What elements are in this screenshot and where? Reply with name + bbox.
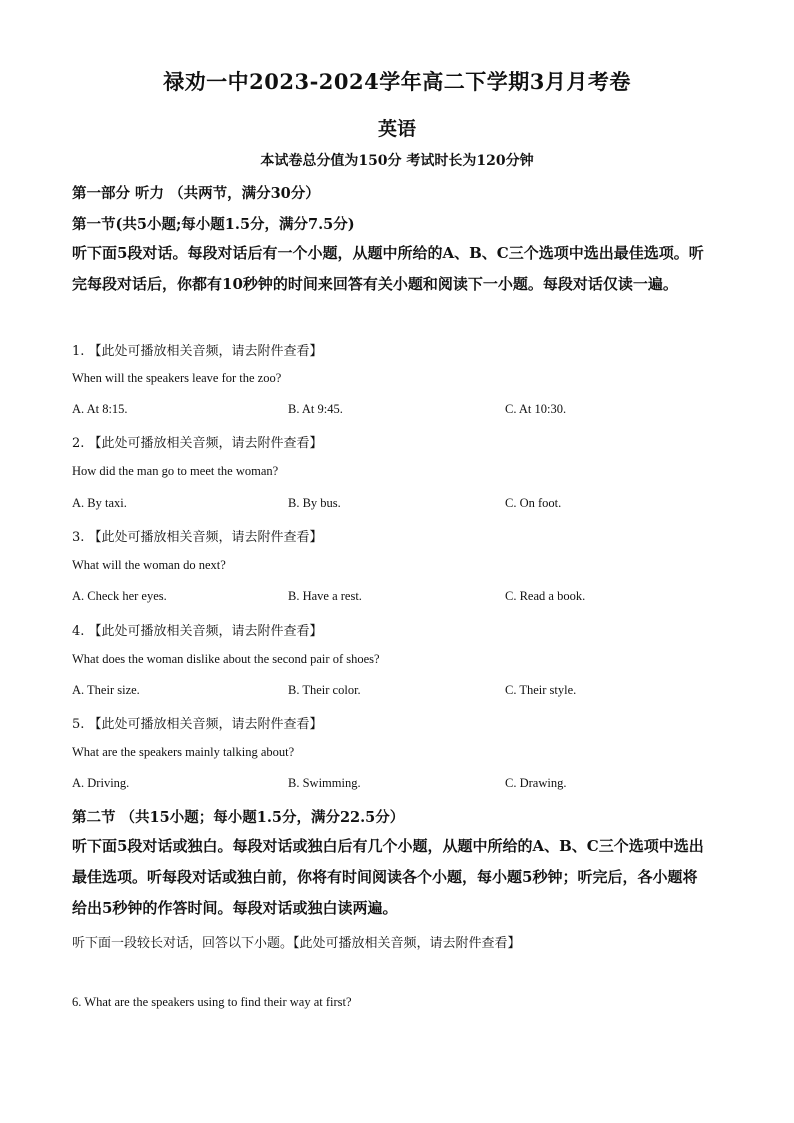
question-3-audio-note: 3. 【此处可播放相关音频，请去附件查看】 <box>72 530 323 545</box>
question-1-text: When will the speakers leave for the zoo? <box>72 371 282 385</box>
section2-audio-note: 听下面一段较长对话，回答以下小题。【此处可播放相关音频，请去附件查看】 <box>72 936 521 951</box>
question-1-option-a: A. At 8:15. <box>72 402 128 416</box>
question-3-text: What will the woman do next? <box>72 558 226 572</box>
question-5-option-b: B. Swimming. <box>288 776 361 790</box>
exam-subject: 英语 <box>377 118 416 140</box>
section2-heading: 第二节 （共15小题；每小题1.5分，满分22.5分） <box>72 809 405 826</box>
question-4-option-c: C. Their style. <box>505 683 577 697</box>
section1-heading: 第一节(共5小题;每小题1.5分，满分7.5分) <box>72 216 355 233</box>
exam-meta: 本试卷总分值为150分 考试时长为120分钟 <box>260 153 534 169</box>
question-2-option-b: B. By bus. <box>288 496 341 510</box>
question-1-audio-note: 1. 【此处可播放相关音频，请去附件查看】 <box>72 344 323 359</box>
question-2-option-c: C. On foot. <box>505 496 562 510</box>
question-3-option-b: B. Have a rest. <box>288 589 362 603</box>
question-5-text: What are the speakers mainly talking about? <box>72 745 295 759</box>
question-3-option-a: A. Check her eyes. <box>72 589 167 603</box>
question-2-audio-note: 2. 【此处可播放相关音频，请去附件查看】 <box>72 436 323 451</box>
question-6-text: 6. What are the speakers using to find their way at first? <box>72 995 352 1009</box>
question-5-option-c: C. Drawing. <box>505 776 567 790</box>
question-3-option-c: C. Read a book. <box>505 589 586 603</box>
question-4-option-a: A. Their size. <box>72 683 140 697</box>
question-2-text: How did the man go to meet the woman? <box>72 464 279 478</box>
section2-instructions: 听下面5段对话或独白。每段对话或独白后有几个小题，从题中所给的A、B、C三个选项中选出最佳选项。听每段对话或独白前，你将有时间阅读各个小题，每小题5秒钟；听完后，各小题将给出5秒钟的作答时间。每段对话或独白读两遍。 <box>72 837 704 917</box>
question-1-option-c: C. At 10:30. <box>505 402 567 416</box>
question-5-option-a: A. Driving. <box>72 776 130 790</box>
question-4-text: What does the woman dislike about the second pair of shoes? <box>72 652 380 666</box>
exam-title: 禄劝一中2023-2024学年高二下学期3月月考卷 <box>163 69 631 94</box>
question-4-audio-note: 4. 【此处可播放相关音频，请去附件查看】 <box>72 624 323 639</box>
question-2-option-a: A. By taxi. <box>72 496 127 510</box>
question-1-option-b: B. At 9:45. <box>288 402 343 416</box>
question-4-option-b: B. Their color. <box>288 683 361 697</box>
part1-heading: 第一部分 听力 （共两节，满分30分） <box>72 185 320 202</box>
question-5-audio-note: 5. 【此处可播放相关音频，请去附件查看】 <box>72 717 323 732</box>
section1-instructions: 听下面5段对话。每段对话后有一个小题，从题中所给的A、B、C三个选项中选出最佳选项。听完每段对话后，你都有10秒钟的时间来回答有关小题和阅读下一小题。每段对话仅读一遍。 <box>72 244 704 293</box>
